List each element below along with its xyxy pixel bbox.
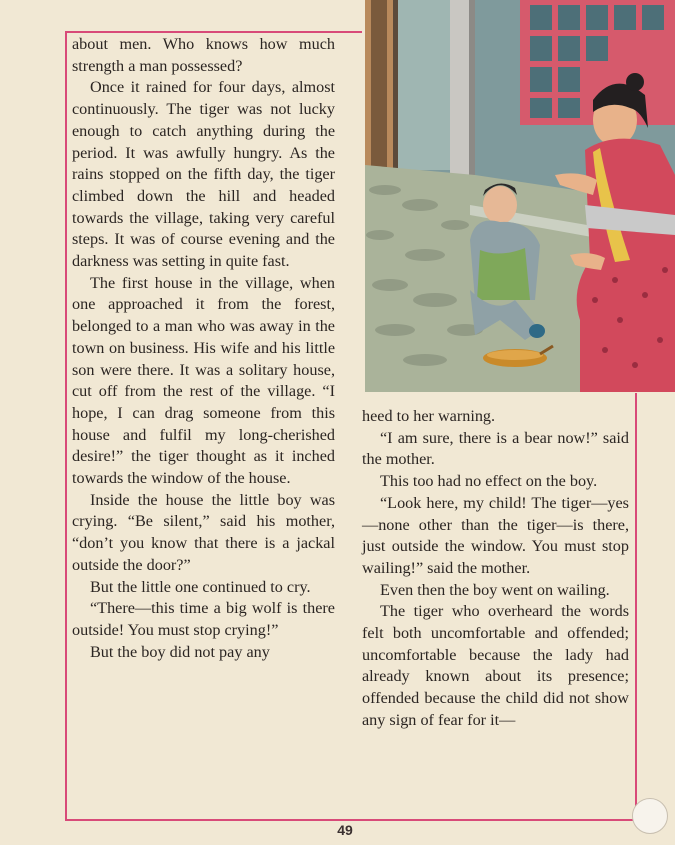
paragraph: Once it rained for four days, almost continuously. The tiger was not lucky enough to catch anything during the period. It was awfully hungry. As the rains stopped on the fifth day, the tiger climbed down the hill and headed towards the village, taking very careful steps. It was of course evening and the darkness was setting in quite fast. — [72, 78, 335, 271]
paragraph: But the little one continued to cry. — [90, 577, 311, 596]
paragraph: heed to her warning. — [362, 407, 496, 425]
paragraph: This too had no effect on the boy. — [380, 472, 598, 491]
border-left — [65, 31, 67, 821]
paragraph: about men. Who knows how much strength a man possessed? — [72, 35, 335, 75]
paragraph: Inside the house the little boy was crying. “Be silent,” said his mother, “don’t you know that there is a jackal outside the door?” — [72, 490, 335, 574]
paragraph: But the boy did not pay any — [90, 642, 270, 661]
paragraph: “Look here, my child! The tiger—yes—none other than the tiger—is there, just outside the window. You must stop wailing!” said the mother. — [362, 493, 629, 577]
border-top-left — [65, 31, 362, 33]
border-bottom — [65, 819, 637, 821]
left-text-column — [72, 34, 335, 663]
paragraph: The first house in the village, when one approached it from the forest, belonged to a man who was away in the town on business. His wife and his little son were there. It was a solitary house, cut off from the rest of the village. “I hope, I can drag someone from this house and fulfil my long-cherished desire!” the tiger thought as it inched towards the window of the house. — [72, 273, 335, 488]
story-illustration — [365, 0, 675, 392]
scan-stamp-icon — [632, 798, 668, 834]
right-text-column — [362, 406, 629, 732]
page-number: 49 — [337, 822, 353, 838]
paragraph: “There—this time a big wolf is there outside! You must stop crying!” — [72, 599, 335, 639]
border-right — [635, 393, 637, 821]
paragraph: Even then the boy went on wailing. — [380, 580, 610, 599]
paragraph: The tiger who overheard the words felt both uncomfortable and offended; uncomfortable because the lady had already known about its presence; offended because the child did not show any sign of fear for it— — [362, 602, 629, 729]
paragraph: “I am sure, there is a bear now!” said the mother. — [362, 428, 629, 469]
